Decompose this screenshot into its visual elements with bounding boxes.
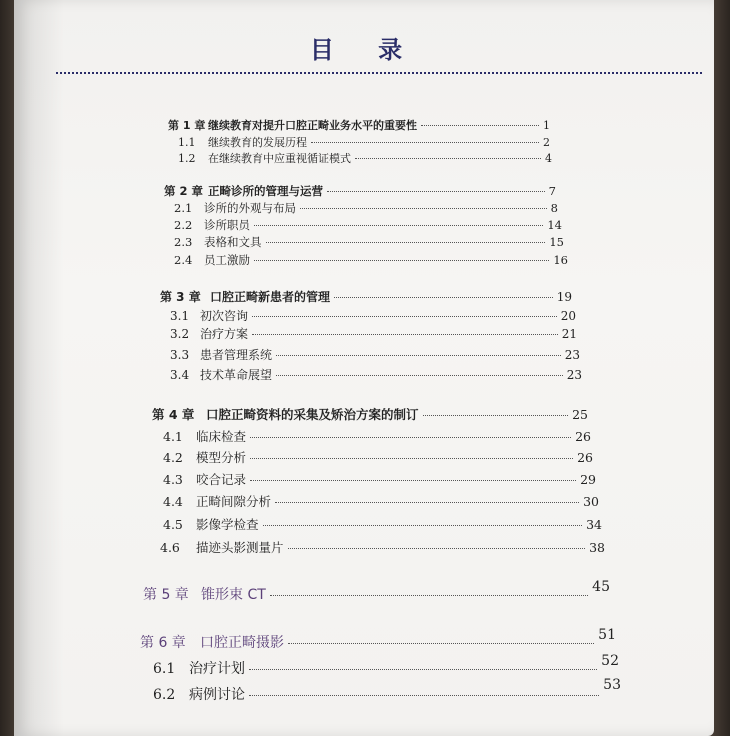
toc-entry-ch4 bbox=[152, 405, 588, 423]
entry-title: 在继续教育中应重视循证模式 bbox=[208, 152, 351, 165]
entry-number: 第 6 章 bbox=[140, 635, 186, 651]
entry-page: 52 bbox=[601, 653, 619, 669]
entry-page: 23 bbox=[564, 348, 580, 362]
toc-entry-3-1 bbox=[170, 307, 576, 324]
entry-number: 3.2 bbox=[170, 327, 190, 341]
leader-dots bbox=[266, 242, 546, 243]
entry-page: 8 bbox=[550, 201, 558, 215]
entry-title: 影像学检查 bbox=[196, 517, 259, 532]
toc-entry-ch5 bbox=[143, 579, 610, 604]
leader-dots bbox=[249, 669, 597, 670]
leader-dots bbox=[252, 316, 557, 317]
entry-title: 表格和文具 bbox=[204, 235, 262, 249]
leader-dots bbox=[421, 125, 539, 126]
entry-number: 6.2 bbox=[153, 687, 176, 703]
leader-dots bbox=[288, 548, 586, 549]
toc-entry-3-2 bbox=[170, 325, 577, 342]
entry-page: 7 bbox=[548, 184, 556, 198]
leader-dots bbox=[250, 480, 576, 481]
entry-number: 4.2 bbox=[163, 450, 183, 465]
entry-title: 治疗方案 bbox=[200, 327, 249, 341]
leader-dots bbox=[250, 437, 571, 438]
toc-entry-6-2 bbox=[153, 677, 621, 704]
entry-title: 口腔正畸资料的采集及矫治方案的制订 bbox=[206, 407, 419, 422]
entry-page: 25 bbox=[572, 407, 588, 422]
leader-dots bbox=[263, 525, 583, 526]
entry-page: 14 bbox=[547, 218, 562, 232]
entry-number: 4.1 bbox=[163, 429, 183, 444]
entry-title: 继续教育的发展历程 bbox=[208, 136, 307, 149]
entry-number: 4.6 bbox=[160, 540, 180, 555]
entry-page: 53 bbox=[603, 677, 621, 693]
leader-dots bbox=[275, 502, 579, 503]
leader-dots bbox=[254, 260, 549, 261]
entry-number: 2.1 bbox=[174, 201, 193, 215]
toc-title: 目 录 bbox=[309, 36, 421, 64]
leader-dots bbox=[423, 415, 569, 416]
leader-dots bbox=[311, 142, 539, 143]
leader-dots bbox=[250, 458, 573, 459]
entry-number: 1.2 bbox=[178, 152, 196, 165]
entry-page: 26 bbox=[577, 450, 593, 465]
leader-dots bbox=[327, 191, 545, 192]
toc-entry-4-5 bbox=[163, 515, 602, 533]
entry-title: 诊所职员 bbox=[204, 218, 250, 232]
toc-entry-1-1 bbox=[178, 134, 550, 150]
entry-title: 临床检查 bbox=[196, 429, 247, 444]
entry-number: 2.3 bbox=[174, 235, 193, 249]
entry-page: 1 bbox=[543, 119, 550, 132]
entry-title: 描迹头影测量片 bbox=[196, 540, 284, 555]
entry-number: 第 5 章 bbox=[143, 587, 189, 603]
toc-entry-2-4 bbox=[174, 252, 568, 268]
entry-number: 第 1 章 bbox=[168, 119, 206, 132]
entry-page: 21 bbox=[561, 327, 577, 341]
entry-number: 第 4 章 bbox=[152, 407, 195, 422]
entry-number: 6.1 bbox=[153, 661, 176, 677]
entry-number: 4.3 bbox=[163, 472, 183, 487]
toc-entry-3-3 bbox=[170, 346, 580, 363]
entry-title: 口腔正畸摄影 bbox=[200, 635, 284, 651]
leader-dots bbox=[249, 695, 599, 696]
toc-entry-2-1 bbox=[174, 200, 558, 216]
entry-page: 38 bbox=[589, 540, 605, 555]
entry-title: 治疗计划 bbox=[189, 661, 245, 677]
toc-entry-ch1 bbox=[168, 117, 550, 133]
entry-title: 诊所的外观与布局 bbox=[204, 201, 296, 215]
entry-number: 3.1 bbox=[170, 309, 190, 323]
entry-title: 模型分析 bbox=[196, 450, 247, 465]
entry-page: 34 bbox=[586, 517, 602, 532]
toc-entry-2-3 bbox=[174, 234, 564, 250]
toc-entry-2-2 bbox=[174, 217, 562, 233]
entry-page: 23 bbox=[566, 368, 582, 382]
leader-dots bbox=[276, 375, 563, 376]
entry-number: 3.3 bbox=[170, 348, 190, 362]
toc-entry-4-6 bbox=[160, 538, 605, 556]
entry-title: 继续教育对提升口腔正畸业务水平的重要性 bbox=[208, 119, 417, 132]
entry-number: 第 3 章 bbox=[160, 290, 201, 304]
toc-entry-6-1 bbox=[153, 653, 619, 678]
leader-dots bbox=[270, 595, 588, 596]
toc-entry-4-1 bbox=[163, 427, 591, 445]
entry-page: 45 bbox=[592, 579, 610, 595]
toc-entry-ch2 bbox=[164, 183, 556, 199]
entry-number: 2.4 bbox=[174, 253, 193, 267]
entry-title: 病例讨论 bbox=[189, 687, 245, 703]
entry-page: 30 bbox=[583, 494, 599, 509]
entry-title: 口腔正畸新患者的管理 bbox=[210, 290, 331, 304]
entry-page: 26 bbox=[575, 429, 591, 444]
entry-page: 20 bbox=[560, 309, 576, 323]
entry-title: 员工激励 bbox=[204, 253, 250, 267]
leader-dots bbox=[276, 355, 561, 356]
entry-number: 3.4 bbox=[170, 368, 190, 382]
entry-page: 51 bbox=[598, 627, 616, 643]
entry-title: 正畸诊所的管理与运营 bbox=[208, 184, 323, 198]
entry-number: 4.4 bbox=[163, 494, 183, 509]
entry-page: 29 bbox=[580, 472, 596, 487]
leader-dots bbox=[254, 225, 543, 226]
leader-dots bbox=[288, 643, 594, 644]
entry-title: 咬合记录 bbox=[196, 472, 247, 487]
entry-number: 4.5 bbox=[163, 517, 183, 532]
entry-page: 15 bbox=[549, 235, 564, 249]
entry-title: 锥形束 CT bbox=[201, 587, 266, 603]
leader-dots bbox=[300, 208, 547, 209]
entry-page: 19 bbox=[556, 290, 572, 304]
entry-number: 2.2 bbox=[174, 218, 193, 232]
toc-entry-4-4 bbox=[163, 492, 599, 510]
entry-title: 技术革命展望 bbox=[200, 368, 273, 382]
entry-page: 16 bbox=[553, 253, 568, 267]
leader-dots bbox=[252, 334, 558, 335]
toc-entry-4-2 bbox=[163, 448, 593, 466]
entry-title: 初次咨询 bbox=[200, 309, 249, 323]
entry-number: 第 2 章 bbox=[164, 184, 204, 198]
toc-entry-ch6 bbox=[140, 627, 616, 652]
toc-entry-4-3 bbox=[163, 470, 596, 488]
entry-title: 正畸间隙分析 bbox=[196, 494, 272, 509]
leader-dots bbox=[355, 158, 541, 159]
entry-number: 1.1 bbox=[178, 136, 196, 149]
toc-entry-3-4 bbox=[170, 366, 582, 383]
toc-entry-1-2 bbox=[178, 150, 552, 166]
leader-dots bbox=[334, 297, 553, 298]
entry-title: 患者管理系统 bbox=[200, 348, 273, 362]
entry-page: 4 bbox=[545, 152, 552, 165]
entry-page: 2 bbox=[543, 136, 550, 149]
toc-entry-ch3 bbox=[160, 288, 572, 305]
